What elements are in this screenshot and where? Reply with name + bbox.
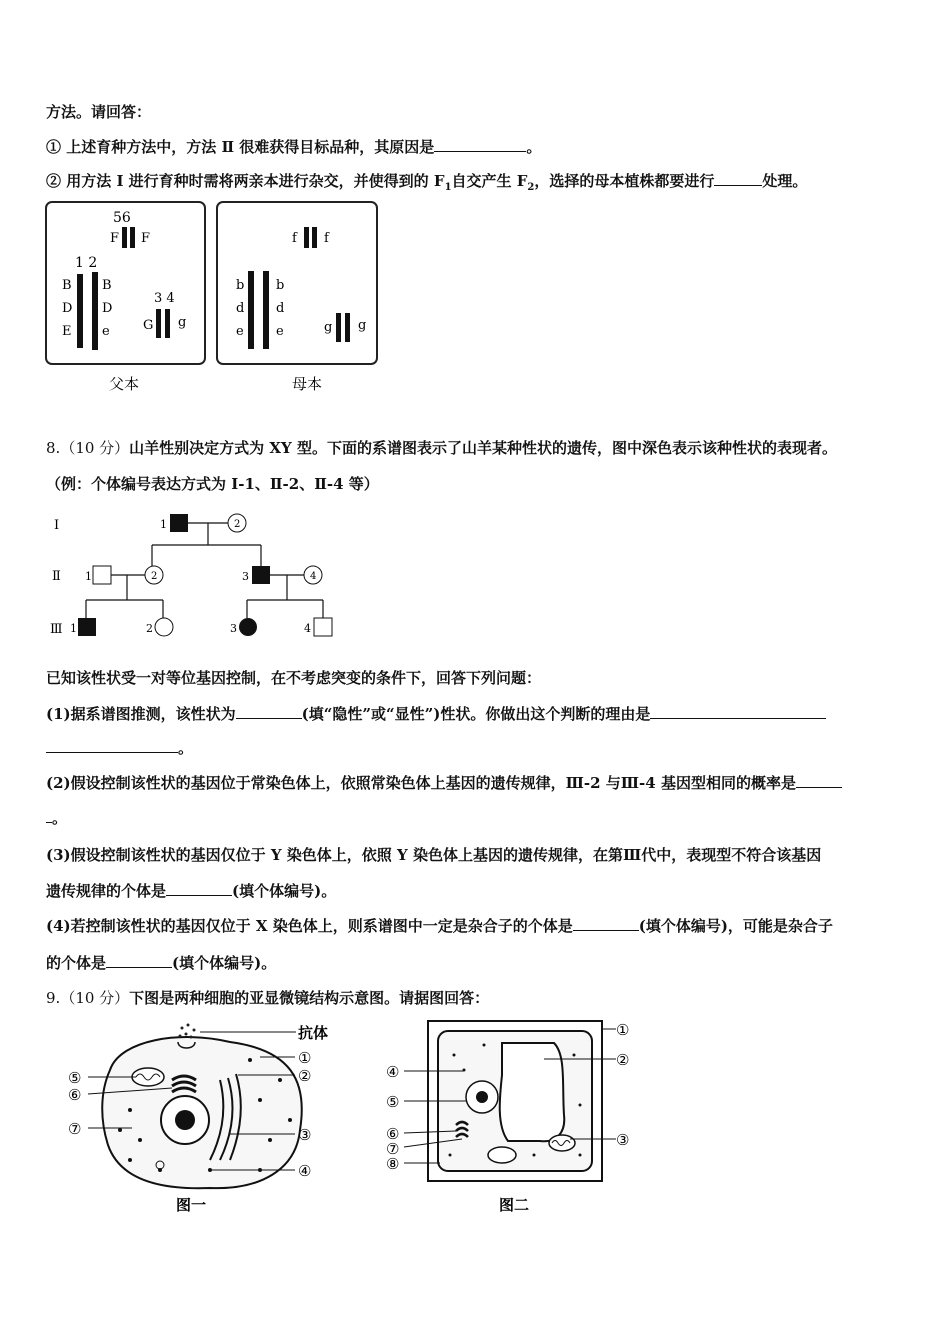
chromosome-figure: [40, 198, 385, 398]
allele-label: b: [236, 278, 245, 293]
question-score: （10 分）: [60, 989, 130, 1007]
label-3: ③: [298, 1126, 312, 1144]
q8-p4-line1: [46, 916, 833, 936]
q8-stem: [46, 438, 837, 458]
chloroplast: [488, 1147, 516, 1163]
q7-line2-end: 。: [526, 138, 542, 156]
answer-blank[interactable]: [46, 738, 178, 753]
q8-p1-text2: (填“隐性”或“显性”)性状。你做出这个判断的理由是: [301, 705, 651, 723]
allele-label: d: [236, 301, 245, 316]
allele-label: B: [62, 278, 72, 293]
q8-p3-line1: (3)假设控制该性状的基因仅位于 Y 染色体上，依照 Y 染色体上基因的遗传规律，在第Ⅲ代中，表现型不符合该基因: [46, 846, 822, 864]
q8-p2-text: (2)假设控制该性状的基因位于常染色体上，依照常染色体上基因的遗传规律，Ⅲ-2 与Ⅲ-4 基因型相同的概率是: [46, 774, 796, 792]
individual-number: 3: [230, 622, 237, 635]
q8-p1-end: 。: [178, 739, 194, 757]
allele-label: f: [324, 231, 329, 246]
q9-stem: [46, 988, 489, 1008]
q8-p3-text: 遗传规律的个体是: [46, 882, 167, 900]
individual-number: 2: [234, 519, 241, 530]
allele-label: g: [178, 315, 187, 330]
label-7: ⑦: [68, 1120, 82, 1138]
q8-p4-text3: 的个体是: [46, 954, 107, 972]
q8-p4-text: (4)若控制该性状的基因仅位于 X 染色体上，则系谱图中一定是杂合子的个体是: [46, 917, 573, 935]
q8-p2-end: 。: [52, 809, 68, 827]
answer-blank[interactable]: [434, 137, 526, 152]
individual-number: 2: [146, 622, 153, 635]
label-5: ⑤: [386, 1093, 400, 1111]
pedigree-chart: [40, 505, 360, 645]
allele-label: e: [276, 324, 284, 339]
individual-number: 2: [151, 571, 158, 582]
animal-cell-figure: [60, 1020, 350, 1220]
answer-blank[interactable]: [573, 916, 639, 931]
q8-p1-text: (1)据系谱图推测，该性状为: [46, 705, 236, 723]
question-stem: 山羊性别决定方式为 XY 型。下面的系谱图表示了山羊某种性状的遗传，图中深色表示该种性状的表现者。: [129, 439, 837, 457]
affected-male: [170, 514, 188, 532]
nucleolus: [175, 1110, 195, 1130]
generation-label: Ⅱ: [52, 569, 61, 584]
allele-label: g: [324, 320, 333, 335]
chromosome: [304, 227, 309, 248]
q8-example: （例：个体编号表达方式为 Ⅰ-1、Ⅱ-2、Ⅱ-4 等）: [46, 475, 379, 493]
individual-number: 1: [70, 622, 77, 635]
allele-label: d: [276, 301, 285, 316]
figure1-caption: 图一: [176, 1196, 207, 1214]
label-8: ⑧: [386, 1155, 400, 1173]
question-number: 9.: [46, 989, 61, 1007]
q8-p4-text2: (填个体编号)，可能是杂合子: [638, 917, 833, 935]
label-4: ④: [298, 1162, 312, 1180]
antibody-label: 抗体: [298, 1024, 329, 1042]
answer-blank[interactable]: [106, 953, 172, 968]
chromosome-6: [130, 227, 135, 248]
q7-line1: 方法。请回答：: [46, 103, 152, 121]
mother-caption: 母本: [292, 375, 323, 393]
allele-label: E: [62, 324, 72, 339]
allele-label: B: [102, 278, 112, 293]
allele-label: b: [276, 278, 285, 293]
q7-line3-text3: ，选择的母本植株都要进行: [534, 172, 715, 190]
plant-cell-figure: [384, 1015, 654, 1220]
affected-female: [239, 618, 257, 636]
label-2: ②: [298, 1067, 312, 1085]
chromosome-3: [156, 309, 161, 338]
chromosome-4: [165, 309, 170, 338]
label-5: ⑤: [68, 1069, 82, 1087]
individual-number: 4: [310, 571, 317, 582]
unaffected-male: [93, 566, 111, 584]
allele-label: D: [102, 301, 113, 316]
q8-p4-end: (填个体编号)。: [172, 954, 277, 972]
chromosome-1: [77, 274, 83, 348]
chromosome-5: [122, 227, 127, 248]
answer-blank[interactable]: [236, 704, 302, 719]
mitochondrion: [132, 1068, 164, 1086]
label-1: ①: [298, 1049, 312, 1067]
q7-line3-end: 处理。: [762, 172, 808, 190]
affected-male: [78, 618, 96, 636]
label-7: ⑦: [386, 1140, 400, 1158]
nucleolus: [476, 1091, 488, 1103]
vacuole: [500, 1043, 565, 1141]
allele-label: F: [110, 231, 120, 246]
q8-p1-line2: [46, 738, 193, 758]
label-4: ④: [386, 1063, 400, 1081]
chromosome: [263, 271, 269, 349]
q7-line3-text2: 自交产生 F: [451, 172, 528, 190]
answer-blank[interactable]: [714, 171, 762, 186]
q7-line2: [46, 137, 541, 157]
q7-line3-text: ② 用方法 I 进行育种时需将两亲本进行杂交，并使得到的 F: [46, 172, 445, 190]
chromosome: [312, 227, 317, 248]
answer-blank[interactable]: [650, 704, 826, 719]
mitochondrion: [549, 1135, 575, 1151]
label-1: ①: [616, 1021, 630, 1039]
q7-line2-text: ① 上述育种方法中，方法 Ⅱ 很难获得目标品种，其原因是: [46, 138, 435, 156]
allele-label: f: [292, 231, 297, 246]
individual-number: 3: [242, 570, 249, 583]
unaffected-male: [314, 618, 332, 636]
figure2-caption: 图二: [499, 1196, 530, 1214]
chromosome-numbers-56: 56: [113, 210, 131, 226]
q7-line3: [46, 171, 807, 198]
allele-label: D: [62, 301, 73, 316]
label-3: ③: [616, 1131, 630, 1149]
chromosome: [336, 313, 341, 342]
allele-label: e: [102, 324, 110, 339]
allele-label: g: [358, 318, 367, 333]
allele-label: F: [141, 231, 151, 246]
q8-p3-end: (填个体编号)。: [232, 882, 337, 900]
father-caption: 父本: [109, 375, 140, 393]
subscript: 1: [444, 182, 452, 193]
chromosome: [345, 313, 350, 342]
q8-p2-line1: [46, 773, 842, 793]
chromosome: [248, 271, 254, 349]
chromosome-2: [92, 272, 98, 350]
allele-label: e: [236, 324, 244, 339]
q8-p4-line2: [46, 953, 276, 973]
answer-blank[interactable]: [166, 881, 232, 896]
label-2: ②: [616, 1051, 630, 1069]
generation-label: Ⅰ: [54, 518, 60, 533]
chromosome-numbers-34: 3 4: [154, 291, 175, 306]
individual-number: 1: [160, 518, 167, 531]
label-6: ⑥: [68, 1086, 82, 1104]
q8-p1-line1: [46, 704, 826, 724]
individual-number: 1: [85, 570, 92, 583]
affected-male: [252, 566, 270, 584]
unaffected-female: [155, 618, 173, 636]
label-6: ⑥: [386, 1125, 400, 1143]
allele-label: G: [143, 318, 154, 333]
individual-number: 4: [304, 622, 311, 635]
chromosome-numbers-12: 1 2: [75, 255, 98, 271]
q8-p2-line2: [46, 808, 67, 828]
question-number: 8.: [46, 439, 61, 457]
q8-intro: 已知该性状受一对等位基因控制，在不考虑突变的条件下，回答下列问题：: [46, 669, 542, 687]
question-score: （10 分）: [60, 439, 130, 457]
answer-blank[interactable]: [796, 773, 842, 788]
question-stem: 下图是两种细胞的亚显微镜结构示意图。请据图回答：: [129, 989, 490, 1007]
generation-label: Ⅲ: [50, 622, 63, 637]
q8-p3-line2: [46, 881, 336, 901]
subscript: 2: [527, 182, 535, 193]
